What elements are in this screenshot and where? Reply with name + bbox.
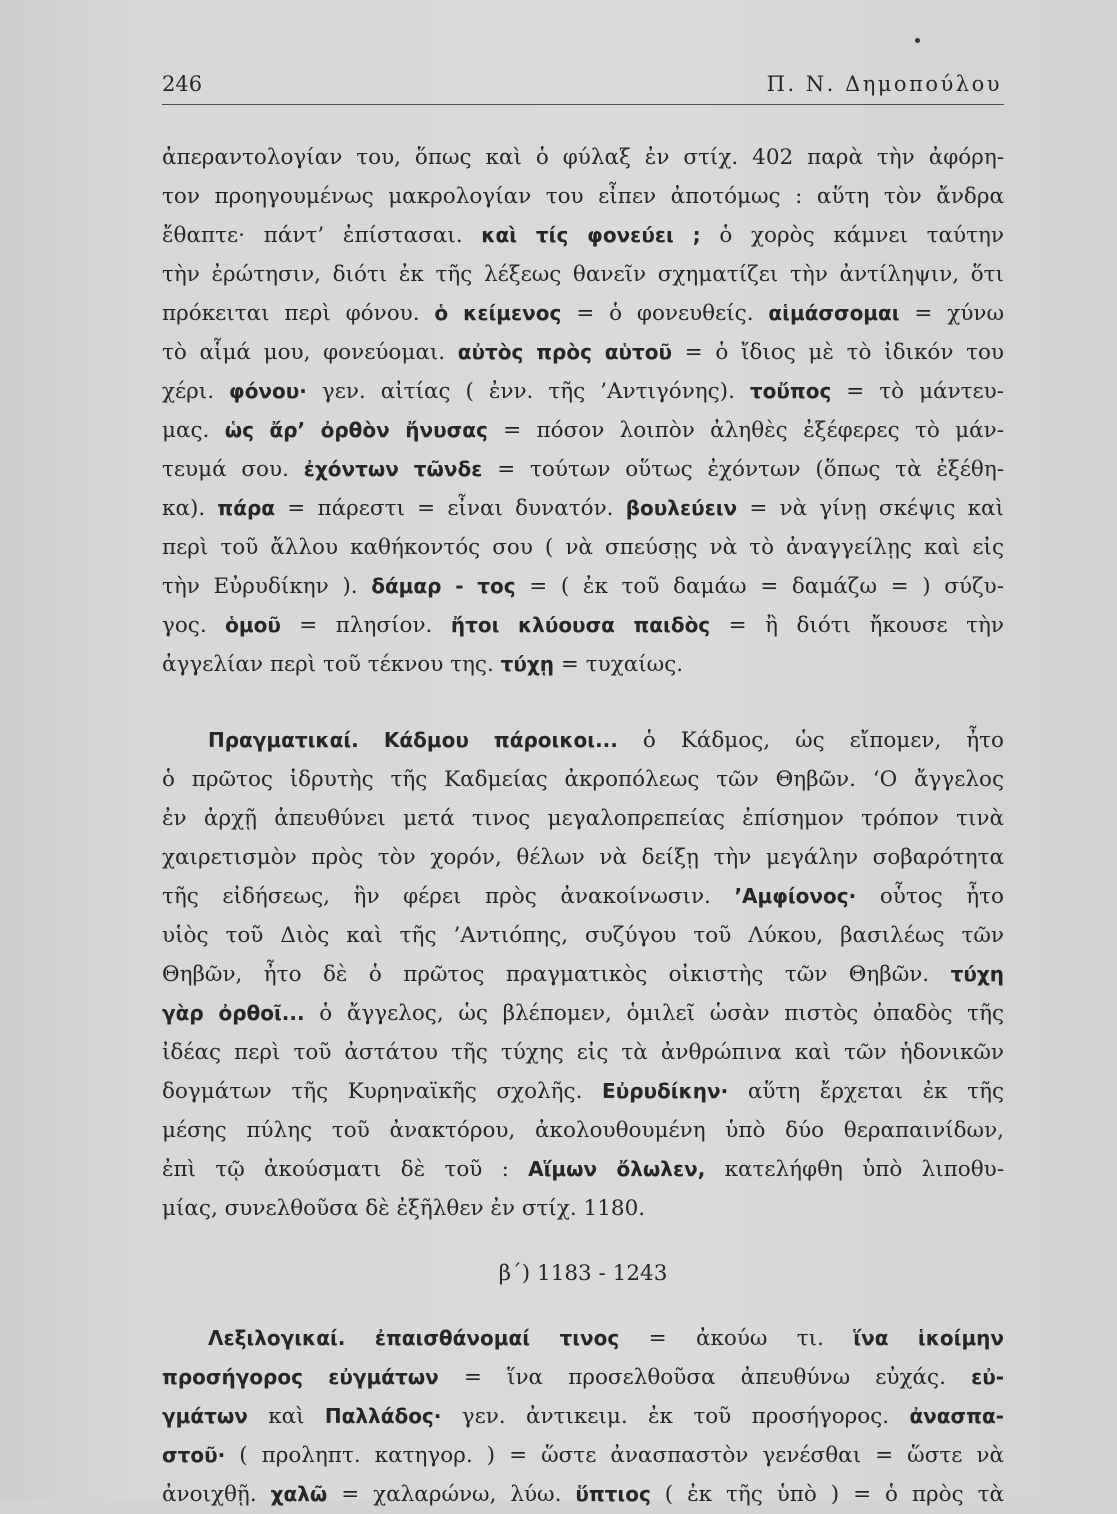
text-line bbox=[162, 1189, 1004, 1228]
text-run: οὗτος ἦτο bbox=[856, 884, 1004, 909]
text-run: μας. bbox=[162, 418, 225, 443]
bold-term: ὁμοῦ bbox=[225, 613, 281, 637]
bold-term: Παλλάδος· bbox=[324, 1404, 442, 1428]
section-heading: β΄) 1183 - 1243 bbox=[498, 1261, 668, 1286]
paragraph-lexical-notes bbox=[162, 138, 1004, 684]
text-line bbox=[162, 294, 1004, 333]
text-line bbox=[162, 567, 1004, 606]
bold-term: ὡς ἄρ’ ὀρθὸν ἤνυσας bbox=[224, 418, 488, 442]
text-line bbox=[162, 916, 1004, 955]
text-run: τον προηγουμένως μακρολογίαν του εἶπεν ἀποτόμως : αὕτη τὸν ἄνδρα bbox=[162, 184, 1004, 209]
page-body bbox=[162, 138, 1004, 1514]
text-line bbox=[162, 1358, 1004, 1397]
bold-term: ἀνασπα- bbox=[909, 1404, 1004, 1428]
page-number: 246 bbox=[162, 72, 203, 96]
text-run: ἐπὶ τῷ ἀκούσματι δὲ τοῦ : bbox=[162, 1157, 529, 1182]
text-line bbox=[162, 528, 1004, 567]
text-run: ( ἐκ τῆς ὑπὸ ) = ὁ πρὸς τὰ bbox=[650, 1482, 1004, 1507]
text-line bbox=[162, 1475, 1004, 1514]
bold-term: ’Αμφίονος· bbox=[734, 884, 857, 908]
text-run: ὁ ἄγγελος, ὡς βλέπομεν, ὁμιλεῖ ὡσὰν πιστὸς ὀπαδὸς τῆς bbox=[304, 1001, 1004, 1026]
bold-term: τοὔπος bbox=[749, 379, 832, 403]
text-run: ( προληπτ. κατηγορ. ) = ὥστε ἀνασπαστὸν γενέσθαι = ὥστε νὰ bbox=[225, 1443, 1004, 1468]
text-run: ἐν ἀρχῇ ἀπευθύνει μετά τινος μεγαλοπρεπείας ἐπίσημον τρόπον τινὰ bbox=[162, 806, 1004, 831]
text-line bbox=[162, 1397, 1004, 1436]
text-run: τὴν ἐρώτησιν, διότι ἐκ τῆς λέξεως θανεῖν σχηματίζει τὴν ἀντίληψιν, ὅτι bbox=[162, 262, 1004, 287]
text-line bbox=[162, 372, 1004, 411]
text-run: γος. bbox=[162, 613, 226, 638]
text-run: καὶ bbox=[247, 1404, 325, 1429]
text-line bbox=[162, 1436, 1004, 1475]
bold-term: Πραγματικαί. Κάδμου πάροικοι... bbox=[208, 728, 618, 752]
text-run: = πλησίον. bbox=[280, 613, 451, 638]
text-run: κατελήφθη ὑπὸ λιποθυ- bbox=[705, 1157, 1004, 1182]
text-run: γεν. ἀντικειμ. ἐκ τοῦ προσήγορος. bbox=[441, 1404, 910, 1429]
text-run: ἀπεραντολογίαν του, ὅπως καὶ ὁ φύλαξ ἐν στίχ. 402 παρὰ τὴν ἀφόρη- bbox=[162, 145, 1004, 170]
text-run: = ὁ φονευθείς. bbox=[561, 301, 769, 326]
text-line bbox=[162, 721, 1004, 760]
bold-term: προσήγορος εὐγμάτων bbox=[162, 1365, 439, 1389]
bold-term: χαλῶ bbox=[270, 1482, 328, 1506]
text-line bbox=[162, 877, 1004, 916]
bold-term: ἐχόντων τῶνδε bbox=[303, 457, 483, 481]
text-line bbox=[162, 333, 1004, 372]
text-line bbox=[162, 138, 1004, 177]
text-run: = πάρεστι = εἶναι δυνατόν. bbox=[275, 496, 626, 521]
bold-term: ὁ κείμενος bbox=[434, 301, 562, 325]
bold-term: τύχη bbox=[950, 962, 1004, 986]
bold-term: Λεξιλογικαί. ἐπαισθάνομαί τινος bbox=[208, 1326, 620, 1350]
paragraph-lexical-notes-b bbox=[162, 1319, 1004, 1514]
paragraph-factual-notes bbox=[162, 721, 1004, 1228]
text-run: = πόσον λοιπὸν ἀληθὲς ἐξέφερες τὸ μάν- bbox=[487, 418, 1004, 443]
ink-speck bbox=[915, 38, 920, 43]
text-run: = τούτων οὕτως ἐχόντων (ὅπως τὰ ἐξέθη- bbox=[482, 457, 1004, 482]
text-line bbox=[162, 1319, 1004, 1358]
bold-term: βουλεύειν bbox=[625, 496, 738, 520]
text-run: ὁ Κάδμος, ὡς εἴπομεν, ἦτο bbox=[617, 728, 1004, 753]
bold-term: γμάτων bbox=[162, 1404, 248, 1428]
text-line bbox=[162, 645, 1004, 684]
text-line bbox=[162, 606, 1004, 645]
text-run: χαιρετισμὸν πρὸς τὸν χορόν, θέλων νὰ δείξῃ τὴν μεγάλην σοβαρότητα bbox=[162, 845, 1004, 870]
text-line bbox=[162, 1150, 1004, 1189]
running-title: Π. Ν. Δημοπούλου bbox=[766, 72, 1002, 96]
bold-term: ἤτοι κλύουσα παιδὸς bbox=[450, 613, 711, 637]
text-run: κα). bbox=[162, 496, 218, 521]
text-run: τὴν Εὐρυδίκην ). bbox=[162, 574, 372, 599]
text-line bbox=[162, 255, 1004, 294]
text-run: Θηβῶν, ἦτο δὲ ὁ πρῶτος πραγματικὸς οἰκιστὴς τῶν Θηβῶν. bbox=[162, 962, 951, 987]
text-line bbox=[162, 994, 1004, 1033]
bold-term: Αἵμων ὄλωλεν, bbox=[528, 1157, 706, 1181]
bold-term: φόνου· bbox=[229, 379, 307, 403]
text-line bbox=[162, 450, 1004, 489]
bold-term: Εὐρυδίκην· bbox=[602, 1079, 729, 1103]
text-run: ὁ πρῶτος ἱδρυτὴς τῆς Καδμείας ἀκροπόλεως τῶν Θηβῶν. ‘Ο ἄγγελος bbox=[162, 767, 1004, 792]
text-line bbox=[162, 955, 1004, 994]
text-run: = ( ἐκ τοῦ δαμάω = δαμάζω = ) σύζυ- bbox=[515, 574, 1005, 599]
text-run: πρόκειται περὶ φόνου. bbox=[162, 301, 435, 326]
bold-term: αἱμάσσομαι bbox=[768, 301, 900, 325]
text-run: τὸ αἷμά μου, φονεύομαι. bbox=[162, 340, 458, 365]
text-run: = χαλαρώνω, λύω. bbox=[327, 1482, 576, 1507]
bold-term: πάρα bbox=[217, 496, 276, 520]
text-run: αὕτη ἔρχεται ἐκ τῆς bbox=[728, 1079, 1004, 1104]
text-line bbox=[162, 838, 1004, 877]
text-line bbox=[162, 411, 1004, 450]
text-run: χέρι. bbox=[162, 379, 230, 404]
bold-term: τύχῃ bbox=[500, 652, 555, 676]
text-run: υἱὸς τοῦ Διὸς καὶ τῆς ’Αντιόπης, συζύγου τοῦ Λύκου, βασιλέως τῶν bbox=[162, 923, 1004, 948]
text-run: ἀνοιχθῇ. bbox=[162, 1482, 271, 1507]
text-run: = ἀκούω τι. bbox=[619, 1326, 854, 1351]
text-run: ἔθαπτε· πάντ’ ἐπίστασαι. bbox=[162, 223, 482, 248]
text-run: = νὰ γίνῃ σκέψις καὶ bbox=[737, 496, 1005, 521]
text-run: = τὸ μάντευ- bbox=[831, 379, 1005, 404]
bold-term: ὕπτιος bbox=[575, 1482, 651, 1506]
bold-term: καὶ τίς φονεύει ; bbox=[481, 223, 701, 247]
text-run: μέσης πύλης τοῦ ἀνακτόρου, ἀκολουθουμένη ὑπὸ δύο θεραπαινίδων, bbox=[162, 1118, 1004, 1143]
text-run: τῆς εἰδήσεως, ἣν φέρει πρὸς ἀνακοίνωσιν. bbox=[162, 884, 735, 909]
text-run: δογμάτων τῆς Κυρηναϊκῆς σχολῆς. bbox=[162, 1079, 603, 1104]
text-line bbox=[162, 1111, 1004, 1150]
text-run: τευμά σου. bbox=[162, 457, 304, 482]
text-run: = τυχαίως. bbox=[554, 652, 684, 677]
text-run: ὁ χορὸς κάμνει ταύτην bbox=[700, 223, 1004, 248]
text-run: γεν. αἰτίας ( ἐνν. τῆς ’Αντιγόνης). bbox=[306, 379, 750, 404]
text-run: = ὁ ἴδιος μὲ τὸ ἰδικόν του bbox=[671, 340, 1004, 365]
text-run: = χύνω bbox=[899, 301, 1004, 326]
bold-term: εὐ- bbox=[971, 1365, 1005, 1389]
text-run: = ἢ διότι ἤκουσε τὴν bbox=[710, 613, 1004, 638]
text-line bbox=[162, 799, 1004, 838]
text-line bbox=[162, 1072, 1004, 1111]
bold-term: στοῦ· bbox=[162, 1443, 226, 1467]
text-line bbox=[162, 1033, 1004, 1072]
text-line bbox=[162, 177, 1004, 216]
bold-term: αὐτὸς πρὸς αὑτοῦ bbox=[457, 340, 672, 364]
page-header bbox=[162, 70, 1004, 105]
text-run: μίας, συνελθοῦσα δὲ ἐξῆλθεν ἐν στίχ. 1180. bbox=[162, 1196, 646, 1221]
text-run: ἰδέας περὶ τοῦ ἀστάτου τῆς τύχης εἰς τὰ ἀνθρώπινα καὶ τῶν ἡδονικῶν bbox=[162, 1040, 1004, 1065]
bold-term: γὰρ ὀρθοῖ... bbox=[162, 1001, 305, 1025]
bold-term: δάμαρ - τος bbox=[371, 574, 516, 598]
text-run: = ἵνα προσελθοῦσα ἀπευθύνω εὐχάς. bbox=[438, 1365, 972, 1390]
text-line bbox=[162, 489, 1004, 528]
text-run: περὶ τοῦ ἄλλου καθήκοντός σου ( νὰ σπεύσῃς νὰ τὸ ἀναγγείλῃς καὶ εἰς bbox=[162, 535, 1004, 560]
text-run: ἀγγελίαν περὶ τοῦ τέκνου της. bbox=[162, 652, 501, 677]
text-line bbox=[162, 216, 1004, 255]
bold-term: ἵνα ἱκοίμην bbox=[853, 1326, 1005, 1350]
text-line bbox=[162, 760, 1004, 799]
